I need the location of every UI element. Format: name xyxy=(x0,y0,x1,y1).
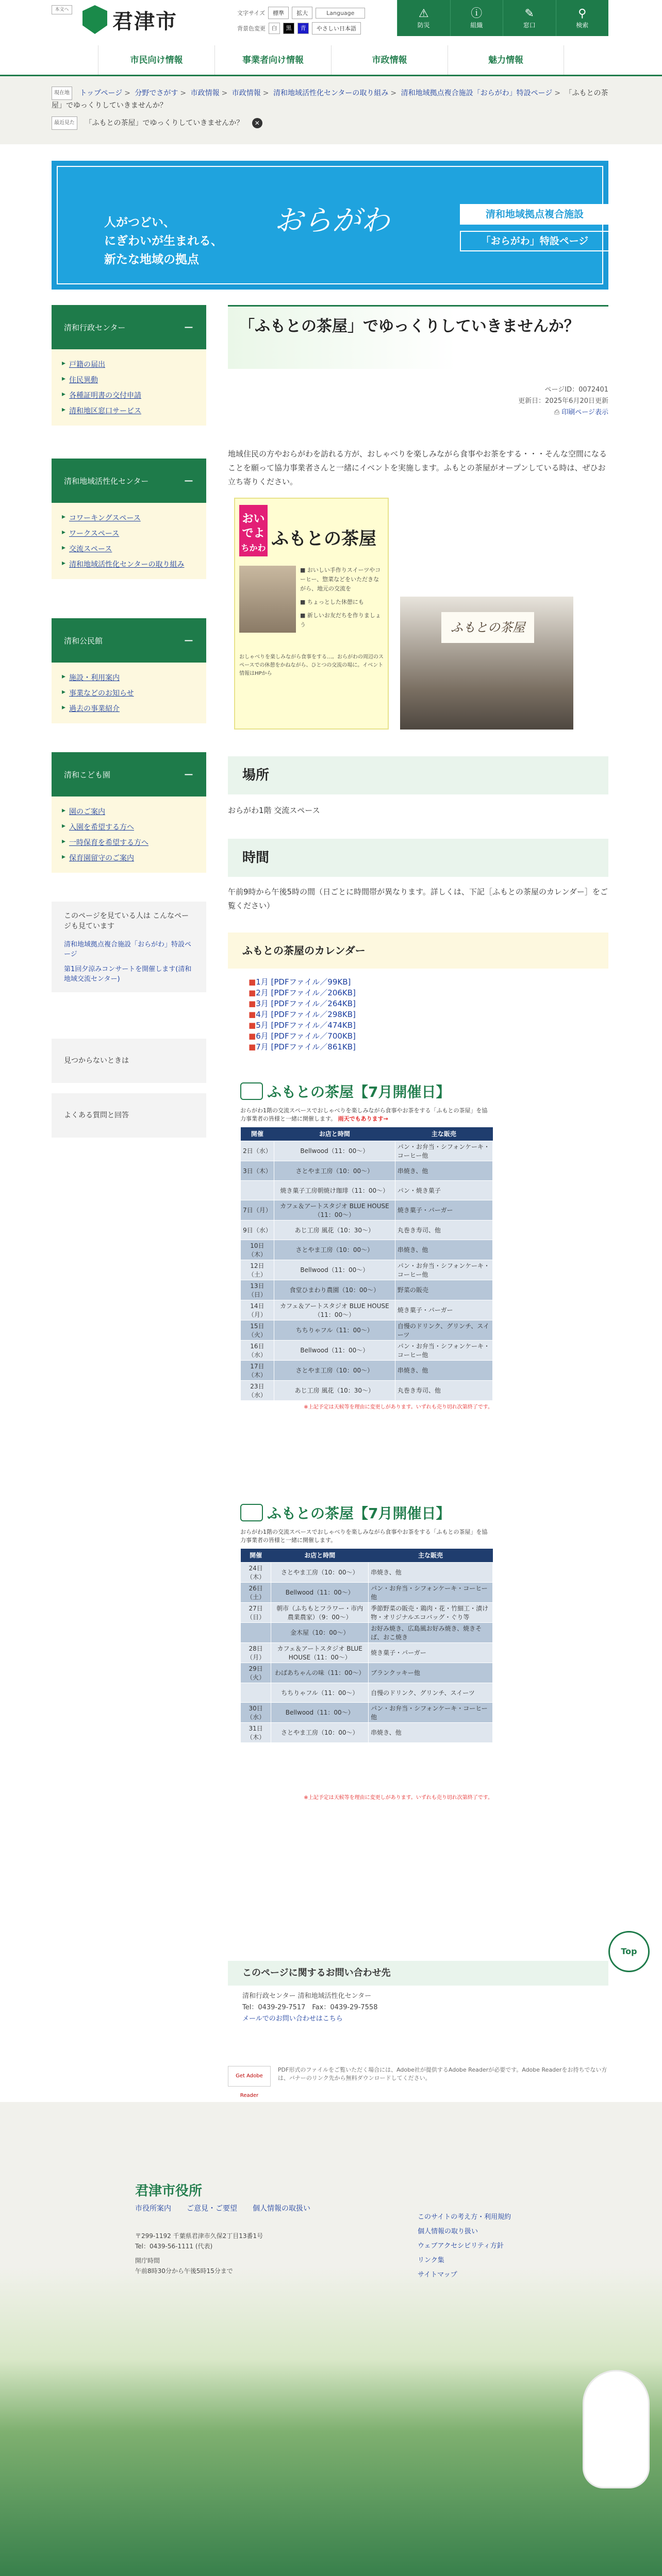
sidebar-heading[interactable]: 清和地域活性化センター − xyxy=(52,459,206,503)
table-cell: 27日（日） xyxy=(241,1602,271,1622)
sidebar-section xyxy=(52,305,206,426)
pdf-link[interactable]: 2月 [PDFファイル／206KB] xyxy=(256,988,356,997)
table-cell: 丸巻き寿司、他 xyxy=(395,1380,492,1400)
table-cell: カフェ＆アートスタジオ BLUE HOUSE（11：00～） xyxy=(271,1642,369,1663)
sidebar-link[interactable]: ▸ 事業などのお知らせ xyxy=(62,685,196,701)
sidebar-link[interactable]: ▸ ワークスペース xyxy=(62,526,196,541)
minus-icon: − xyxy=(183,767,194,782)
table-cell: 13日（日） xyxy=(241,1280,274,1300)
sidebar-link[interactable]: ▸ 施設・利用案内 xyxy=(62,670,196,685)
table-row xyxy=(241,1602,493,1622)
footer-link[interactable]: 個人情報の取り扱い xyxy=(418,2228,478,2235)
footer-link[interactable]: リンク集 xyxy=(418,2257,444,2264)
table-cell: 3日（木） xyxy=(241,1161,274,1180)
pdf-link[interactable]: 6月 [PDFファイル／700KB] xyxy=(256,1031,356,1041)
adobe-reader-badge[interactable]: Get Adobe Reader xyxy=(228,2066,271,2087)
table-row xyxy=(241,1280,493,1300)
table-row xyxy=(241,1722,493,1742)
table-cell: 29日（火） xyxy=(241,1663,271,1683)
alert-icon: ⚠ xyxy=(418,7,429,20)
recent-page[interactable]: 「ふもとの茶屋」でゆっくりしていきませんか？ xyxy=(85,119,244,127)
lead-text: 地域住民の方やおらがわを訪れる方が、おしゃべりを楽しみながら食事やお茶をする・・・そんな空間になることを願って協力事業者さんと一緒にイベントを実施します。ふもとの茶屋がオープンしている時は、ぜひお立ち寄りください。 xyxy=(228,449,607,486)
org-icon: ⓘ xyxy=(471,7,483,20)
language-select[interactable]: Language xyxy=(316,8,365,19)
contact-dept: 清和行政センター 清和地域活性化センター xyxy=(242,1992,372,2000)
sidebar-link[interactable]: ▸ コワーキングスペース xyxy=(62,510,196,526)
table-cell: Bellwood（11：00～） xyxy=(271,1702,369,1722)
sidebar-link[interactable]: ▸ 戸籍の届出 xyxy=(62,357,196,372)
print-icon: ⎙ xyxy=(554,409,560,416)
table-row xyxy=(241,1200,493,1220)
table-row xyxy=(241,1141,493,1161)
table-cell: ブランクッキー他 xyxy=(369,1663,493,1683)
calendar-image-2 xyxy=(240,1501,493,1802)
calendar-note: おらがわ1階の交流スペースでおしゃべりを楽しみながら食事やお茶をする「ふもとの茶屋」を協力事業者の皆様と一緒に開催します。 xyxy=(240,1529,488,1544)
easy-japanese-button[interactable]: やさしい日本語 xyxy=(312,22,361,35)
table-cell: わばあちゃんの味（11：00～） xyxy=(271,1663,369,1683)
teacup-icon xyxy=(240,1082,263,1100)
table-cell: 野菜の販売 xyxy=(395,1280,492,1300)
table-cell: 焼き菓子・パーガー xyxy=(369,1642,493,1663)
table-cell: 31日（木） xyxy=(241,1722,271,1742)
table-cell: 串焼き、他 xyxy=(369,1562,493,1582)
table-row xyxy=(241,1683,493,1702)
table-cell: 24日（木） xyxy=(241,1562,271,1582)
breadcrumb-current: 「ふもとの茶屋」でゆっくりしていきませんか？ xyxy=(52,89,608,110)
banner-subtitle: 清和地域拠点複合施設 xyxy=(460,204,609,225)
sidebar-heading[interactable]: 清和行政センター − xyxy=(52,305,206,349)
table-cell: パン・お弁当・シフォンケーキ・コーヒー他 xyxy=(395,1141,492,1161)
color-label: 背景色変更 xyxy=(237,25,266,32)
skip-link[interactable]: 本文へ xyxy=(52,5,72,14)
table-cell: 食堂ひまわり農園（10：00～） xyxy=(274,1280,395,1300)
table-row xyxy=(241,1622,493,1642)
sidebar-link[interactable]: ▸ 園のご案内 xyxy=(62,804,196,819)
nav-attractions[interactable]: 魅力情報 xyxy=(448,45,564,75)
calendar-heading: ふもとの茶屋のカレンダー xyxy=(228,933,608,969)
adobe-notice xyxy=(228,2066,608,2098)
table-row xyxy=(241,1320,493,1340)
footer-link[interactable]: ご意見・ご要望 xyxy=(187,2205,237,2213)
window-icon: ✎ xyxy=(524,7,534,20)
table-cell: ちちりゃフル（11：00～） xyxy=(271,1683,369,1702)
text-size-label: 文字サイズ xyxy=(237,10,266,16)
calendar-image-1 xyxy=(240,1080,493,1411)
table-cell: パン・焼き菓子 xyxy=(395,1180,492,1200)
sidebar-link[interactable]: ▸ 過去の事業紹介 xyxy=(62,701,196,716)
table-row xyxy=(241,1702,493,1722)
pdf-link[interactable]: 3月 [PDFファイル／264KB] xyxy=(256,999,356,1008)
table-cell: パン・お弁当・シフォンケーキ・コーヒー他 xyxy=(395,1340,492,1360)
table-row xyxy=(241,1562,493,1582)
time-heading: 時間 xyxy=(228,839,608,877)
footer-link[interactable]: 市役所案内 xyxy=(135,2205,171,2213)
table-cell: 10日（木） xyxy=(241,1240,274,1260)
table-cell: パン・お弁当・シフォンケーキ・コーヒー他 xyxy=(395,1260,492,1280)
city-emblem-icon xyxy=(82,5,107,34)
table-cell: さとやま工房（10：00～） xyxy=(274,1240,395,1260)
schedule-table: 開催 お店と時間 主な販売 24日（木） さとやま工房（10：00～） 串焼き、他 26日（土） Bellwood（11：00～） パン・お弁当・シフォンケーキ・コーヒー他 27日（日） 朝市（ふちもとフラワー・市内農業農家）（9：00～） 季節野菜の販売・鶏肉・花・竹細工・漬け物・オリジナルエコバッグ・ぐり等 金木屋（10：00～） お好み焼き、広島風お好み焼き、焼きそば、おこ焼き 28日（月） カフェ＆アートスタジオ BLUE HOUSE（11：00～） 焼き菓子・パーガー 29日（火） わばあちゃんの味（11：00～） ブランクッキー他 ちちりゃフル（11：00～） 自慢のドリンク、グリンチ、スイーツ 30日（水） Bellwood（11：00～） パン・お弁当・シフォンケーキ・コーヒー他 31日（木） さとやま工房（10：00～） 串焼き、他 xyxy=(240,1549,493,1743)
site-logo-text: 君津市 xyxy=(112,9,177,33)
back-to-top-button[interactable]: Top xyxy=(608,1931,650,1972)
pdf-link[interactable]: 7月 [PDFファイル／861KB] xyxy=(256,1042,356,1052)
table-cell: 28日（月） xyxy=(241,1642,271,1663)
sidebar-section xyxy=(52,618,206,723)
table-cell: カフェ＆アートスタジオ BLUE HOUSE（11：00～） xyxy=(274,1300,395,1320)
teacup-icon xyxy=(240,1504,263,1521)
calendar-title: ふもとの茶屋【7月開催日】 xyxy=(267,1505,451,1522)
search-icon: ⚲ xyxy=(578,7,587,20)
not-found-link[interactable]: 見つからないときは xyxy=(52,1039,206,1083)
site-header xyxy=(0,0,662,45)
pdf-link[interactable]: 5月 [PDFファイル／474KB] xyxy=(256,1021,356,1030)
page-title: 「ふもとの茶屋」でゆっくりしていきませんか？ xyxy=(228,305,608,369)
related-title: このページを見ている人は こんなページも見ています xyxy=(64,912,189,930)
table-cell: お好み焼き、広島風お好み焼き、焼きそば、おこ焼き xyxy=(369,1622,493,1642)
table-cell: 7日（月） xyxy=(241,1200,274,1220)
text-size-large-button[interactable]: 拡大 xyxy=(292,7,312,19)
related-link[interactable]: 清和地域拠点複合施設「おらがわ」特設ページ xyxy=(64,941,192,958)
table-row xyxy=(241,1340,493,1360)
breadcrumb-item[interactable]: 分野でさがす xyxy=(135,89,178,97)
oragawa-banner[interactable] xyxy=(52,161,608,290)
table-cell: 丸巻き寿司、他 xyxy=(395,1220,492,1240)
minus-icon: − xyxy=(183,633,194,648)
table-cell: 串焼き、他 xyxy=(395,1240,492,1260)
contact-box xyxy=(228,1961,608,2043)
table-cell: 季節野菜の販売・鶏肉・花・竹細工・漬け物・オリジナルエコバッグ・ぐり等 xyxy=(369,1602,493,1622)
breadcrumb-item[interactable]: 市政情報 xyxy=(231,89,261,97)
minus-icon: − xyxy=(183,473,194,488)
calendar-title: ふもとの茶屋【7月開催日】 xyxy=(267,1083,451,1100)
table-cell: 12日（土） xyxy=(241,1260,274,1280)
sidebar-section xyxy=(52,752,206,873)
event-photo xyxy=(400,597,573,730)
footer-links xyxy=(135,2203,310,2213)
sidebar-heading[interactable]: 清和公民館 − xyxy=(52,618,206,663)
breadcrumb-item[interactable]: 市政情報 xyxy=(190,89,220,97)
table-row xyxy=(241,1642,493,1663)
event-poster xyxy=(234,498,389,730)
recent-label: 最近見た xyxy=(52,116,77,130)
footer-logo: 君津市役所 xyxy=(135,2183,203,2199)
table-row xyxy=(241,1180,493,1200)
sidebar-link[interactable]: ▸ 住民異動 xyxy=(62,372,196,387)
footer-policy-links xyxy=(418,2210,531,2282)
table-cell: 金木屋（10：00～） xyxy=(271,1622,369,1642)
place-heading: 場所 xyxy=(228,756,608,794)
pdf-link[interactable]: 4月 [PDFファイル／298KB] xyxy=(256,1010,356,1019)
table-row xyxy=(241,1161,493,1180)
pdf-list xyxy=(249,977,356,1053)
nav-business[interactable]: 事業者向け情報 xyxy=(214,45,331,75)
breadcrumb-item[interactable]: トップページ xyxy=(79,89,123,97)
sidebar-link[interactable]: ▸ 入園を希望する方へ xyxy=(62,819,196,835)
table-cell: 9日（水） xyxy=(241,1220,274,1240)
contact-title: このページに関するお問い合わせ先 xyxy=(228,1961,608,1986)
table-cell: 26日（土） xyxy=(241,1582,271,1602)
table-cell: さとやま工房（10：00～） xyxy=(274,1161,395,1180)
table-row xyxy=(241,1220,493,1240)
window-button[interactable]: ✎ 窓口 xyxy=(503,0,556,36)
table-row xyxy=(241,1663,493,1683)
poster-footer: おしゃべりを楽しみながら食事をする…。おらがわの周辺のスペースでの休憩をかねながら、ひとつの交流の場に。イベント情報はHPから xyxy=(239,654,384,676)
table-cell: さとやま工房（10：00～） xyxy=(271,1562,369,1582)
color-white-button[interactable]: 白 xyxy=(269,23,280,34)
banner-logo: おらがわ xyxy=(274,204,390,238)
table-row xyxy=(241,1300,493,1320)
contact-mail-link[interactable]: メールでのお問い合わせはこちら xyxy=(242,2015,343,2023)
table-cell: 2日（水） xyxy=(241,1141,274,1161)
search-button[interactable]: ⚲ 検索 xyxy=(556,0,609,36)
header-icon-nav xyxy=(397,0,608,36)
poster-bullets: ■ おいしい手作りスイーツやコーヒー、惣菜などをいただきながら、地元の交流を ■ ちょっとした休憩にも ■ 新しいお友だちを作りましょう xyxy=(300,567,381,628)
faq-link[interactable]: よくある質問と回答 xyxy=(52,1093,206,1138)
banner-tagline: 人がつどい、 にぎわいが生まれる、 新たな地域の拠点 xyxy=(104,216,223,266)
table-cell: Bellwood（11：00～） xyxy=(271,1582,369,1602)
disaster-button[interactable]: ⚠ 防災 xyxy=(397,0,450,36)
footer-link[interactable]: サイトマップ xyxy=(418,2271,457,2279)
footer-link[interactable]: このサイトの考え方・利用規約 xyxy=(418,2213,511,2221)
sidebar-link[interactable]: ▸ 各種証明書の交付申請 xyxy=(62,387,196,403)
table-cell: Bellwood（11：00～） xyxy=(274,1260,395,1280)
utility-bar xyxy=(237,5,365,36)
footer-link[interactable]: ウェブアクセシビリティ方針 xyxy=(418,2242,504,2250)
table-cell: パン・お弁当・シフォンケーキ・コーヒー他 xyxy=(369,1702,493,1722)
footer-link[interactable]: 個人情報の取扱い xyxy=(253,2205,310,2213)
adobe-text: PDF形式のファイルをご覧いただく場合には、Adobe社が提供するAdobe Readerが必要です。Adobe Readerをお持ちでない方は、バナーのリンク先から無料ダウンロードしてください。 xyxy=(277,2066,607,2081)
sidebar-link[interactable]: ▸ 保育園留守のご案内 xyxy=(62,850,196,866)
table-cell: Bellwood（11：00～） xyxy=(274,1340,395,1360)
page-meta xyxy=(228,384,608,418)
footer-address: 〒299-1192 千葉県君津市久保2丁目13番1号 Tel：0439-56-1111 (代表) 開庁時間 午前8時30分から午後5時15分まで xyxy=(135,2232,263,2275)
table-cell: 朝市（ふちもとフラワー・市内農業農家）（9：00～） xyxy=(271,1602,369,1622)
table-cell: 30日（水） xyxy=(241,1702,271,1722)
banner-special-page: 「おらがわ」特設ページ xyxy=(460,231,609,251)
table-row xyxy=(241,1380,493,1400)
site-logo[interactable] xyxy=(82,4,177,35)
sidebar-section xyxy=(52,459,206,579)
photo-sign: ふもとの茶屋 xyxy=(441,612,534,643)
calendar-note: おらがわ1階の交流スペースでおしゃべりを楽しみながら食事やお茶をする「ふもとの茶屋」を協力事業者の皆様と一緒に開催します。 雨天でもあります→ xyxy=(240,1107,488,1122)
table-cell: さとやま工房（10：00～） xyxy=(271,1722,369,1742)
table-cell: Bellwood（11：00～） xyxy=(274,1141,395,1161)
site-footer xyxy=(0,2164,662,2576)
poster-tag: おいでよ ちかわ xyxy=(239,505,268,556)
place-text: おらがわ1階 交流スペース xyxy=(228,806,320,815)
calendar-footnote: ※上記予定は天候等を理由に変更しがあります。いずれも売り切れ次第終了です。 xyxy=(304,1794,493,1801)
close-icon[interactable]: ✕ xyxy=(252,118,262,128)
table-cell: 串焼き、他 xyxy=(369,1722,493,1742)
sidebar-link[interactable]: ▸ 一時保育を希望する方へ xyxy=(62,835,196,850)
calendar-footnote: ※上記予定は天候等を理由に変更しがあります。いずれも売り切れ次第終了です。 xyxy=(304,1404,493,1410)
table-cell: あじ工房 風花（10：30～） xyxy=(274,1220,395,1240)
sidebar-link[interactable]: ▸ 清和地区窓口サービス xyxy=(62,403,196,418)
table-cell: 焼き菓子・パーガー xyxy=(395,1200,492,1220)
color-blue-button[interactable]: 青 xyxy=(297,23,309,34)
table-row xyxy=(241,1582,493,1602)
table-row xyxy=(241,1240,493,1260)
minus-icon: − xyxy=(183,320,194,334)
sidebar-heading[interactable]: 清和こども園 − xyxy=(52,752,206,796)
color-black-button[interactable]: 黒 xyxy=(283,23,294,34)
updated-date: 更新日：2025年6月20日更新 xyxy=(518,397,608,405)
page-id: ページID：0072401 xyxy=(544,386,608,394)
table-cell: ちちりゃフル（11：00～） xyxy=(274,1320,395,1340)
sidebar-link[interactable]: ▸ 清和地域活性化センターの取り組み xyxy=(62,556,196,572)
table-cell: パン・お弁当・シフォンケーキ・コーヒー他 xyxy=(369,1582,493,1602)
table-cell: 自慢のドリンク、グリンチ、スイーツ xyxy=(395,1320,492,1340)
schedule-table: 開催 お店と時間 主な販売 2日（水） Bellwood（11：00～） パン・お弁当・シフォンケーキ・コーヒー他 3日（木） さとやま工房（10：00～） 串焼き、他 焼き菓子工房朝焼け珈琲（11：00～） パン・焼き菓子 7日（月） カフェ＆アートスタジオ BLUE HOUSE（11：00～） 焼き菓子・パーガー 9日（水） あじ工房 風花（10：30～） 丸巻き寿司、他 10日（木） さとやま工房（10：00～） 串焼き、他 12日（土） Bellwood（11：00～） パン・お弁当・シフォンケーキ・コーヒー他 13日（日） 食堂ひまわり農園（10：00～） 野菜の販売 14日（月） カフェ＆アートスタジオ BLUE HOUSE（11：00～） 焼き菓子・パーガー 15日（火） ちちりゃフル（11：00～） 自慢のドリンク、グリンチ、スイーツ 16日（水） Bellwood（11：00～） パン・お弁当・シフォンケーキ・コーヒー他 17日（木） さとやま工房（10：00～） 串焼き、他 23日（水） あじ工房 風花（10：30～） 丸巻き寿司、他 xyxy=(240,1127,493,1401)
table-cell: カフェ＆アートスタジオ BLUE HOUSE（11：00～） xyxy=(274,1200,395,1220)
table-cell: 串焼き、他 xyxy=(395,1161,492,1180)
poster-title: ふもとの茶屋 xyxy=(271,529,376,549)
mascot-illustration xyxy=(583,2370,650,2488)
table-cell xyxy=(241,1180,274,1200)
table-cell: 焼き菓子工房朝焼け珈琲（11：00～） xyxy=(274,1180,395,1200)
table-cell: 串焼き、他 xyxy=(395,1360,492,1380)
table-cell xyxy=(241,1622,271,1642)
nav-city-policy[interactable]: 市政情報 xyxy=(331,45,448,75)
table-cell: あじ工房 風花（10：30～） xyxy=(274,1380,395,1400)
table-cell: 17日（木） xyxy=(241,1360,274,1380)
text-size-standard-button[interactable]: 標準 xyxy=(268,7,289,19)
breadcrumb-item[interactable]: 清和地域拠点複合施設「おらがわ」特設ページ xyxy=(401,89,553,97)
global-nav xyxy=(0,45,662,76)
contact-phone: Tel：0439-29-7517 Fax：0439-29-7558 xyxy=(242,2004,378,2011)
nav-citizens[interactable]: 市民向け情報 xyxy=(98,45,214,75)
breadcrumb-label: 現在地 xyxy=(52,87,72,100)
table-cell: 16日（水） xyxy=(241,1340,274,1360)
table-row xyxy=(241,1360,493,1380)
table-cell: 15日（火） xyxy=(241,1320,274,1340)
organization-button[interactable]: ⓘ 組織 xyxy=(450,0,503,36)
table-cell: 焼き菓子・パーガー xyxy=(395,1300,492,1320)
print-link[interactable]: 印刷ページ表示 xyxy=(561,409,608,416)
breadcrumb-item[interactable]: 清和地域活性化センターの取り組み xyxy=(273,89,389,97)
table-cell xyxy=(241,1683,271,1702)
sidebar-link[interactable]: ▸ 交流スペース xyxy=(62,541,196,556)
poster-photo xyxy=(239,566,296,633)
related-link[interactable]: 第1回夕涼みコンサートを開催します(清和地域交流センター) xyxy=(64,965,192,983)
breadcrumb: 現在地 トップページ > 分野でさがす > 市政情報 > 市政情報 > 清和地域活性化センターの取り組み > 清和地域拠点複合施設「おらがわ」特設ページ > 「ふもとの茶屋」でゆっくりしていきませんか？ 最近見た 「ふもとの茶屋」でゆっくりしていきませんか？ ✕ xyxy=(52,87,610,135)
related-pages xyxy=(52,902,206,992)
pdf-link[interactable]: 1月 [PDFファイル／99KB] xyxy=(256,977,351,987)
table-cell: さとやま工房（10：00～） xyxy=(274,1360,395,1380)
table-cell: 14日（月） xyxy=(241,1300,274,1320)
time-text: 午前9時から午後5時の間（日ごとに時間帯が異なります。詳しくは、下記［ふもとの茶屋のカレンダー］をご覧ください） xyxy=(228,887,608,910)
table-row xyxy=(241,1260,493,1280)
table-cell: 23日（水） xyxy=(241,1380,274,1400)
table-cell: 自慢のドリンク、グリンチ、スイーツ xyxy=(369,1683,493,1702)
